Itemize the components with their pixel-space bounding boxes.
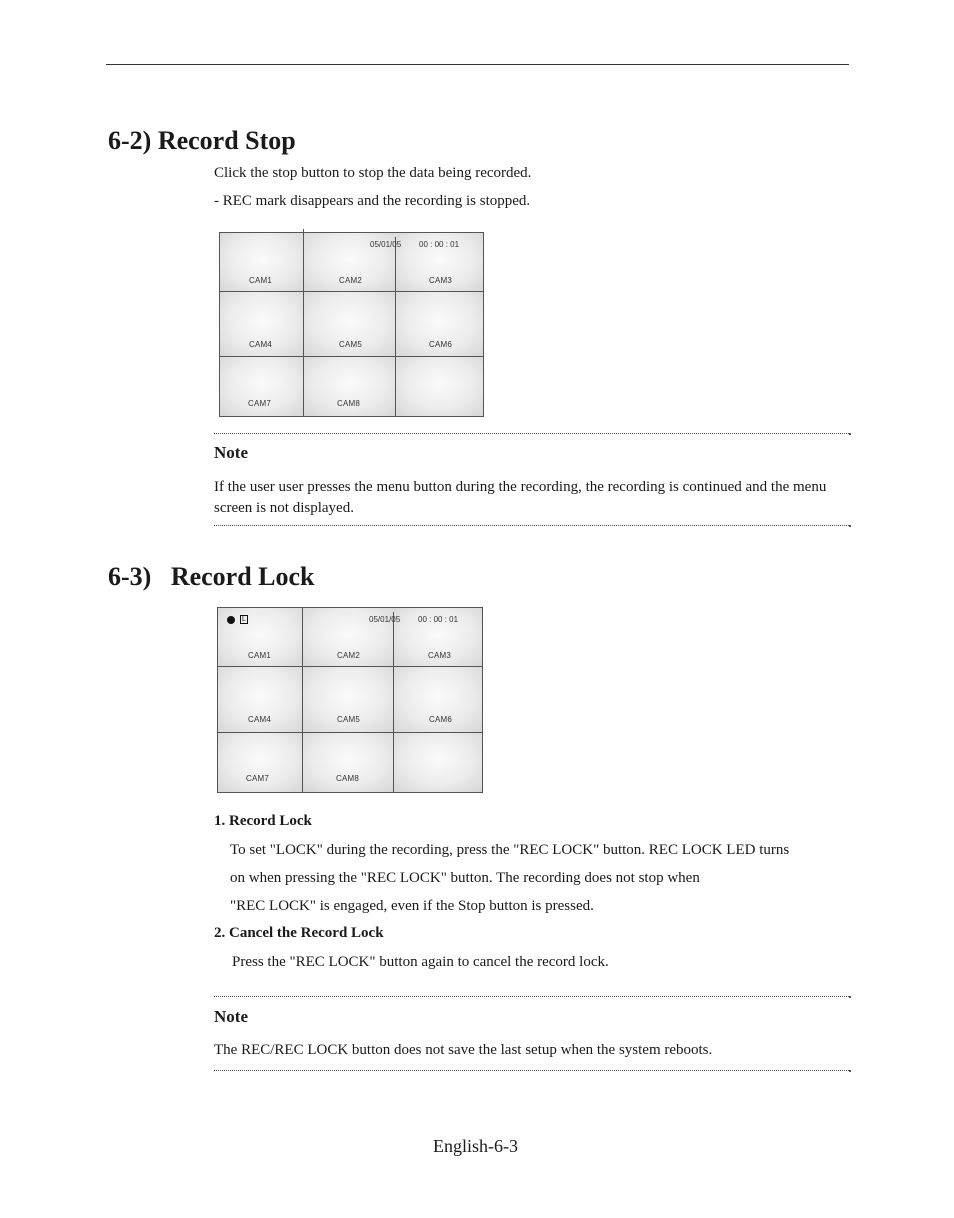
cam-label: CAM1: [249, 276, 273, 285]
grid-divider: [218, 666, 482, 667]
cam-label: CAM4: [248, 715, 272, 724]
note-label: Note: [214, 443, 248, 462]
note-divider-top: [214, 433, 849, 434]
grid-divider: [220, 291, 483, 292]
cam-label: CAM6: [429, 715, 453, 724]
grid-divider: [218, 732, 482, 733]
cam-label: CAM2: [339, 276, 363, 285]
record-stop-paragraph: Click the stop button to stop the data being recorded.: [214, 165, 532, 181]
grid-divider: [395, 237, 396, 416]
cam-label: CAM8: [337, 399, 361, 408]
rec-dot-icon: [227, 616, 235, 624]
grid-divider: [302, 608, 303, 792]
note-divider-bottom: [214, 1070, 849, 1071]
camera-grid-record-lock: [217, 607, 483, 793]
cam-label: CAM5: [337, 715, 361, 724]
grid-divider: [220, 356, 483, 357]
cam-label: CAM7: [246, 774, 270, 783]
date-stamp: 05/01/05: [370, 240, 402, 249]
camera-grid-record-stop: [219, 232, 484, 417]
step-1-line: "REC LOCK" is engaged, even if the Stop button is pressed.: [230, 898, 594, 914]
date-stamp: 05/01/05: [369, 615, 401, 624]
step-2-title: 2. Cancel the Record Lock: [214, 925, 384, 941]
cam-label: CAM8: [336, 774, 360, 783]
cam-label: CAM2: [337, 651, 361, 660]
grid-cell: [394, 732, 482, 792]
page-number: English-6-3: [433, 1136, 518, 1156]
step-2-line: Press the "REC LOCK" button again to cancel the record lock.: [232, 954, 609, 970]
step-1-line: To set "LOCK" during the recording, press the "REC LOCK" button. REC LOCK LED turns: [230, 842, 790, 858]
grid-cell: [396, 357, 483, 416]
time-stamp: 00 : 00 : 01: [419, 240, 460, 249]
grid-cell: [218, 732, 303, 792]
cam-label: CAM7: [248, 399, 272, 408]
cam-label: CAM6: [429, 340, 453, 349]
time-stamp: 00 : 00 : 01: [418, 615, 459, 624]
note-text: If the user user presses the menu button during the recording, the recording is continued and the menu screen is not displayed.: [214, 479, 827, 516]
grid-divider: [303, 229, 304, 416]
section-title-record-stop: 6-2) Record Stop: [108, 126, 296, 155]
lock-icon: L: [240, 615, 248, 624]
cam-label: CAM1: [248, 651, 272, 660]
grid-cell: [303, 732, 394, 792]
section-title-record-lock: 6-3) Record Lock: [108, 562, 315, 591]
cam-label: CAM3: [429, 276, 453, 285]
note-divider-top: [214, 996, 849, 997]
note-text: The REC/REC LOCK button does not save the last setup when the system reboots.: [214, 1042, 713, 1058]
cam-label: CAM4: [249, 340, 273, 349]
record-stop-bullet: - REC mark disappears and the recording is stopped.: [214, 193, 531, 209]
note-label: Note: [214, 1007, 248, 1026]
cam-label: CAM3: [428, 651, 452, 660]
cam-label: CAM5: [339, 340, 363, 349]
step-1-title: 1. Record Lock: [214, 813, 312, 829]
note-divider-bottom: [214, 525, 849, 526]
step-1-line: on when pressing the "REC LOCK" button. The recording does not stop when: [230, 870, 700, 886]
top-rule: [106, 64, 849, 65]
grid-divider: [393, 612, 394, 792]
